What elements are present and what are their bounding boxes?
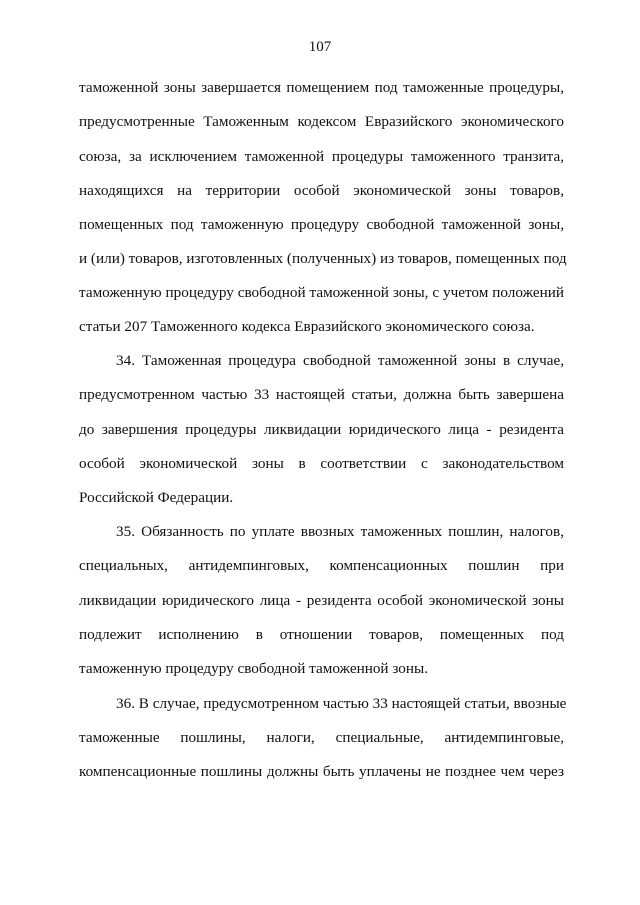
paragraph-34-first-line: 34. Таможенная процедура свободной таможенной зоны в случае, — [116, 352, 564, 369]
text-line: до завершения процедуры ликвидации юридического лица - резидента — [79, 421, 564, 438]
text-line: специальных, антидемпинговых, компенсационных пошлин при — [79, 557, 564, 574]
paragraph-36-first-line: 36. В случае, предусмотренном частью 33 настоящей статьи, ввозные — [116, 695, 567, 712]
text-line: предусмотренные Таможенным кодексом Евразийского экономического — [79, 113, 564, 130]
page-number: 107 — [308, 39, 332, 55]
text-line: особой экономической зоны в соответствии с законодательством — [79, 455, 564, 472]
text-line: таможенные пошлины, налоги, специальные, антидемпинговые, — [79, 729, 564, 746]
text-line: таможенной зоны завершается помещением под таможенные процедуры, — [79, 79, 564, 96]
text-line: таможенную процедуру свободной таможенной зоны, с учетом положений — [79, 284, 564, 301]
text-line: таможенную процедуру свободной таможенной зоны. — [79, 660, 428, 677]
text-line: предусмотренном частью 33 настоящей статьи, должна быть завершена — [79, 386, 564, 403]
text-line: Российской Федерации. — [79, 489, 234, 506]
paragraph-35-first-line: 35. Обязанность по уплате ввозных таможенных пошлин, налогов, — [116, 523, 564, 540]
text-line: ликвидации юридического лица - резидента особой экономической зоны — [79, 592, 564, 609]
text-line: союза, за исключением таможенной процедуры таможенного транзита, — [79, 148, 564, 165]
text-line: подлежит исполнению в отношении товаров, помещенных под — [79, 626, 564, 643]
text-line: помещенных под таможенную процедуру свободной таможенной зоны, — [79, 216, 564, 233]
text-line: компенсационные пошлины должны быть уплачены не позднее чем через — [79, 763, 564, 780]
text-line: и (или) товаров, изготовленных (полученных) из товаров, помещенных под — [79, 250, 567, 267]
text-line: находящихся на территории особой экономической зоны товаров, — [79, 182, 564, 199]
text-line: статьи 207 Таможенного кодекса Евразийского экономического союза. — [79, 318, 535, 335]
